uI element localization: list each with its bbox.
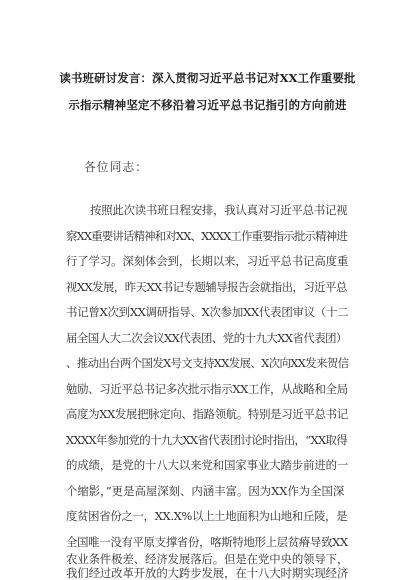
body-line: 勉励、习近平总书记多次批示指示XX工作，从战略和全局 — [66, 382, 348, 396]
body-line: 高度为XX发展把脉定向、指路领航。特别是习近平总书记 — [66, 407, 348, 421]
body-line: 农业条件极差、经济发展落后。但是在党中央的领导下， — [66, 552, 349, 566]
body-line: 的成绩，是党的十八大以来党和国家事业大踏步前进的一 — [66, 458, 349, 472]
body-line: 书记曾X次到XX调研指导、X次参加XX代表团审议（十二 — [66, 305, 349, 319]
salutation: 各位同志： — [84, 160, 148, 174]
body-line: 察XX重要讲话精神和对XX、XXXX工作重要指示批示精神进 — [66, 229, 347, 243]
body-line: 行了学习。深刻体会到，长期以来，习近平总书记高度重 — [66, 254, 349, 268]
body-line: 全国唯一没有平原支撑省份，喀斯特地形上层贫瘠导致XX — [66, 535, 348, 549]
body-line: 个缩影，”更是高屋深刻、内涵丰富。因为XX作为全国深 — [66, 484, 345, 498]
body-line: 我们经过改革开放的大跨步发展，在十八大时期实现经济 — [66, 566, 349, 580]
body-line: 按照此次读书班日程安排，我认真对习近平总书记视 — [90, 203, 348, 217]
body-line: 视XX发展，昨天XX书记专题辅导报告会就指出，习近平总 — [66, 280, 347, 294]
body-line: 、推动出台两个国发X号文支持XX发展、X次向XX发来贺信 — [66, 356, 349, 370]
body-line: 届全国人大二次会议XX代表团、党的十九大XX省代表团） — [66, 331, 347, 345]
body-line: XXXX年参加党的十九大XX省代表团讨论时指出，“XX取得 — [66, 433, 348, 447]
document-title-line-1: 读书班研讨发言：深入贯彻习近平总书记对XX工作重要批 — [59, 71, 356, 85]
document-title-line-2: 示指示精神坚定不移沿着习近平总书记指引的方向前进 — [68, 98, 347, 112]
body-line: 度贫困省份之一，XX.X%以上土地面积为山地和丘陵，是 — [66, 509, 348, 523]
